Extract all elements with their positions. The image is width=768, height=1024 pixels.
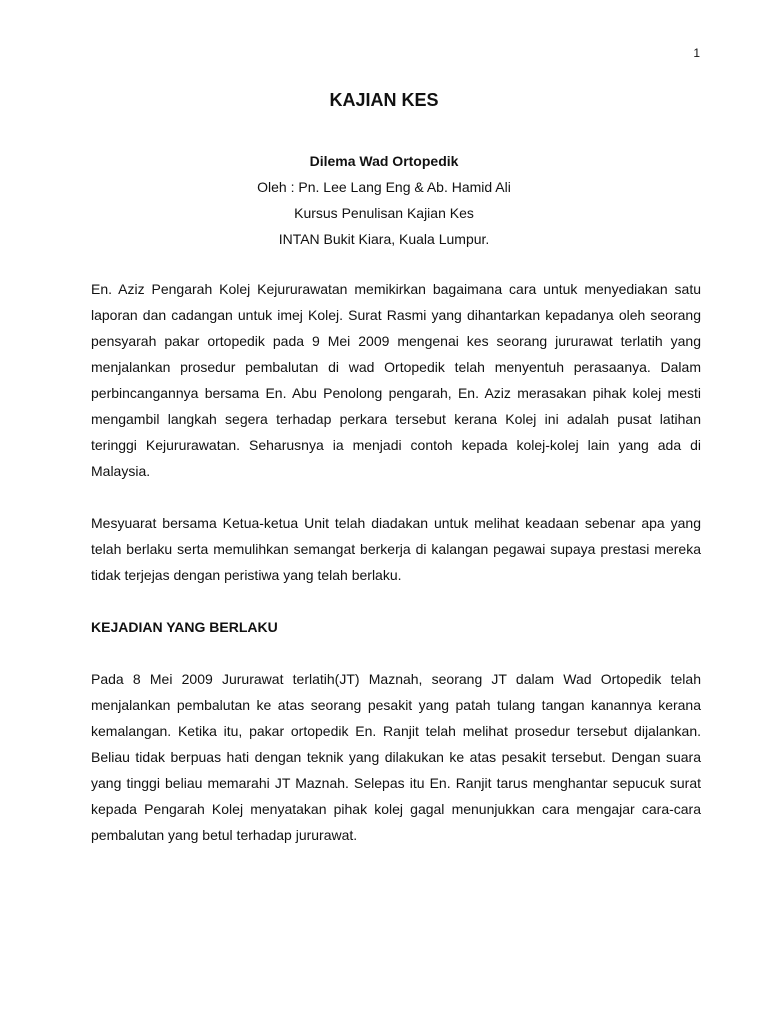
document-title: KAJIAN KES	[329, 90, 439, 110]
meeting-paragraph: Mesyuarat bersama Ketua-ketua Unit telah diadakan untuk melihat keadaan sebenar apa yang telah berlaku serta memulihkan semangat berkerja di kalangan pegawai supaya prestasi mereka tidak terjejas dengan peristiwa yang telah berlaku.	[91, 515, 701, 583]
case-course: Kursus Penulisan Kajian Kes	[294, 205, 474, 221]
case-institution: INTAN Bukit Kiara, Kuala Lumpur.	[278, 231, 490, 247]
incident-paragraph: Pada 8 Mei 2009 Jururawat terlatih(JT) Maznah, seorang JT dalam Wad Ortopedik telah menjalankan pembalutan ke atas seorang pesakit yang patah tulang tangan kanannya kerana kemalangan. Ketika itu, pakar ortopedik En. Ranjit telah melihat prosedur tersebut dijalankan. Beliau tidak berpuas hati dengan teknik yang dilakukan ke atas pesakit tersebut. Dengan suara yang tinggi beliau memarahi JT Maznah. Selepas itu En. Ranjit tarus menghantar sepucuk surat kepada Pengarah Kolej menyatakan pihak kolej gagal menunjukkan cara mengajar cara-cara pembalutan yang betul terhadap jururawat.	[91, 671, 701, 843]
page-number: 1	[693, 46, 700, 60]
case-subtitle: Dilema Wad Ortopedik	[309, 153, 459, 169]
intro-paragraph: En. Aziz Pengarah Kolej Kejururawatan memikirkan bagaimana cara untuk menyediakan satu laporan dan cadangan untuk imej Kolej. Surat Rasmi yang dihantarkan kepadanya oleh seorang pensyarah pakar ortopedik pada 9 Mei 2009 mengenai kes seorang jururawat terlatih yang menjalankan prosedur pembalutan di wad Ortopedik telah menyentuh perasaanya. Dalam perbincangannya bersama En. Abu Penolong pengarah, En. Aziz merasakan pihak kolej mesti mengambil langkah segera terhadap perkara tersebut kerana Kolej ini adalah pusat latihan teringgi Kejururawatan. Seharusnya ia menjadi contoh kepada kolej-kolej lain yang ada di Malaysia.	[91, 281, 701, 479]
section-heading: KEJADIAN YANG BERLAKU	[91, 619, 278, 635]
case-header	[0, 148, 768, 252]
case-authors: Oleh : Pn. Lee Lang Eng & Ab. Hamid Ali	[257, 179, 511, 195]
